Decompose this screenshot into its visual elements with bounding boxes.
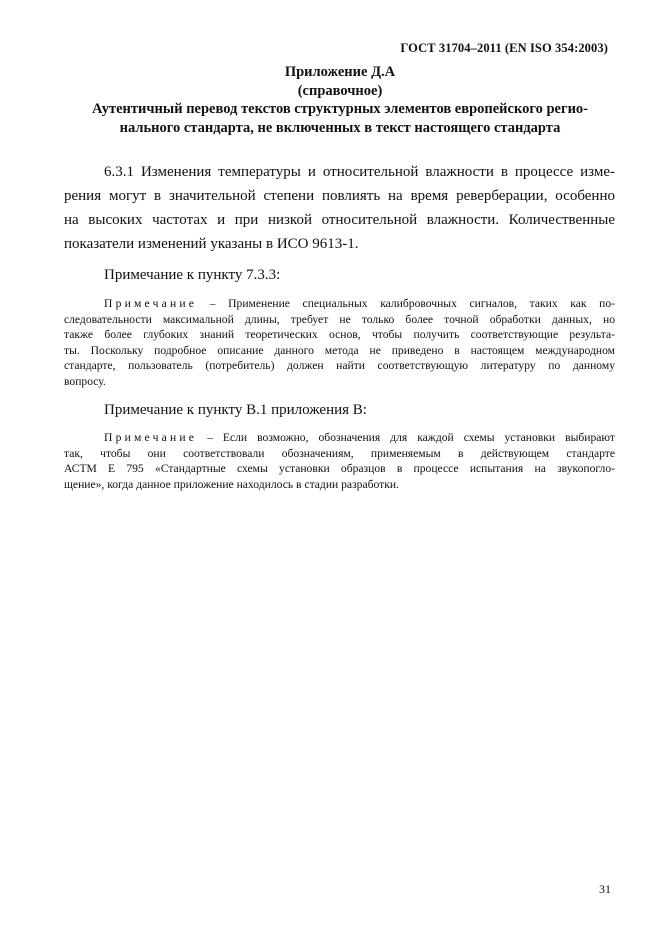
note-2-title: Примечание к пункту В.1 приложения В: [104,402,367,418]
note-line: щение», когда данное приложение находилось в стадии разработки. [64,477,399,491]
note-line: стандарте, пользователь (потребитель) должен найти соответствующую литературу по данному [64,359,615,372]
note-1-body [64,296,615,389]
note-label: Примечание [104,431,198,444]
note-text: – Если возможно, обозначения для каждой схемы установки выбирают [197,431,615,444]
note-line [64,430,615,446]
note-1-title: Примечание к пункту 7.3.3: [104,267,281,283]
appendix-heading-line-2: нального стандарта, не включенных в текст настоящего стандарта [119,120,561,136]
section-line: 6.3.1 Изменения температуры и относительной влажности в процессе изме- [104,164,615,180]
section-6-3-1 [64,160,615,256]
note-line: так, чтобы они соответствовали обозначениям, применяемым в действующем стандарте [64,446,615,460]
note-text: – Применение специальных калибровочных сигналов, таких как по- [197,297,615,310]
standard-header: ГОСТ 31704–2011 (EN ISO 354:2003) [400,41,608,55]
section-line: показатели изменений указаны в ИСО 9613-1. [64,236,359,252]
note-line [64,296,615,312]
note-line: АСТМ Е 795 «Стандартные схемы установки образцов в процессе испытания на звукопогло- [64,462,615,475]
note-label: Примечание [104,297,198,310]
appendix-subtitle: (справочное) [297,83,383,99]
page-number: 31 [599,882,611,896]
appendix-heading-line-1: Аутентичный перевод текстов структурных элементов европейского регио- [91,101,589,117]
note-line: следовательности максимальной длины, требует не только более точной обработки данных, но [64,312,615,326]
note-line: также более глубоких знаний теоретических основ, чтобы получить соответствующие результа- [64,328,615,341]
section-line: на высоких частотах и при низкой относительной влажности. Количественные [64,212,615,228]
note-line: вопросу. [64,374,106,388]
section-line: рения могут в значительной степени повлиять на время реверберации, особенно [64,188,615,204]
note-2-body [64,430,615,492]
appendix-title: Приложение Д.А [284,64,396,80]
note-line: ты. Поскольку подробное описание данного метода не приведено в настоящем международном [64,343,615,357]
